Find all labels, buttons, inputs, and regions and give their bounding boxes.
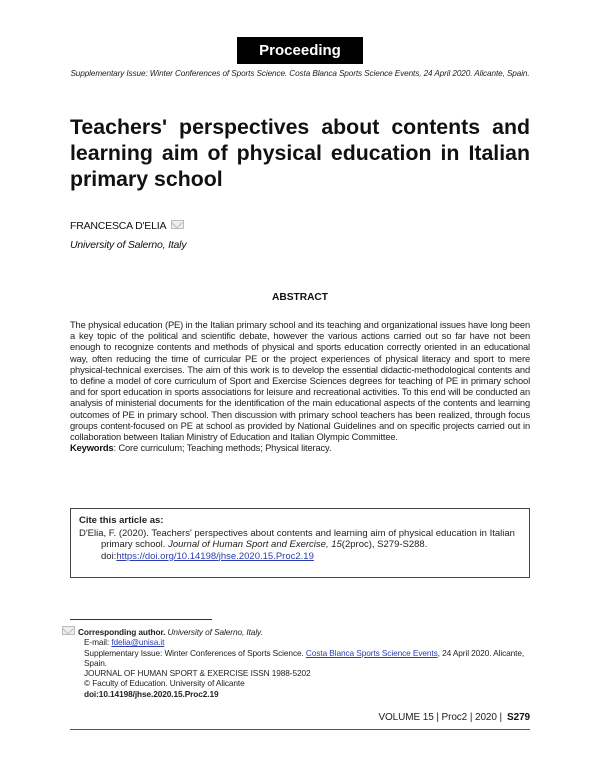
- cite-body: [79, 528, 521, 563]
- email-line: E-mail: fdelia@unisa.it: [84, 637, 165, 648]
- footer-rule: [70, 729, 530, 730]
- cite-text: D'Elia, F. (2020). Teachers' perspectives about contents and learning aim of physical education in Italian: [79, 527, 515, 539]
- keywords-text: : Core curriculum; Teaching methods; Physical literacy.: [113, 443, 332, 454]
- cite-doi: doi:https://doi.org/10.14198/jhse.2020.15.Proc2.19: [101, 550, 314, 562]
- corresponding-line: Corresponding author. University of Salerno, Italy.: [62, 626, 532, 637]
- cite-doi-link[interactable]: https://doi.org/10.14198/jhse.2020.15.Proc2.19: [116, 550, 314, 562]
- abstract-heading: ABSTRACT: [271, 292, 329, 303]
- footnote: [62, 626, 532, 699]
- title-line: primary school: [70, 167, 223, 191]
- copyright: © Faculty of Education. University of Alicante: [84, 678, 245, 689]
- supplementary-footnote: Supplementary Issue: Winter Conferences of Sports Science. Costa Blanca Sports Science Events, 24 April 2020. Alicante,: [84, 647, 525, 658]
- footnote-doi: doi:10.14198/jhse.2020.15.Proc2.19: [84, 688, 219, 699]
- cite-heading: Cite this article as:: [79, 515, 164, 526]
- cite-journal: Journal of Human Sport and Exercise, 15: [168, 539, 342, 550]
- email-icon[interactable]: [171, 220, 184, 229]
- footnote-rule: [70, 619, 212, 620]
- proceeding-badge: Proceeding: [237, 37, 363, 64]
- volume-info: VOLUME 15 | Proc2 | 2020 |: [378, 712, 503, 723]
- keywords-label: Keywords: [70, 443, 114, 454]
- cite-box: [70, 508, 530, 578]
- journal-issn: JOURNAL OF HUMAN SPORT & EXERCISE ISSN 1988-5202: [84, 668, 311, 679]
- supplementary-footnote-cont: Spain.: [84, 657, 107, 668]
- author-affiliation: University of Salerno, Italy: [70, 239, 187, 251]
- events-link[interactable]: Costa Blanca Sports Science Events: [305, 647, 438, 658]
- title-line: learning aim of physical education in Italian: [70, 141, 530, 165]
- page-number: S279: [507, 712, 530, 723]
- title-line: Teachers' perspectives about contents and: [70, 115, 530, 139]
- author-line: [70, 220, 184, 232]
- page-footer: [378, 712, 530, 723]
- abstract-body: [70, 320, 530, 454]
- article-title: [70, 114, 530, 192]
- cite-text-cont: primary school. Journal of Human Sport and Exercise, 15(2proc), S279-S288.: [101, 539, 428, 550]
- email-link[interactable]: fdelia@unisa.it: [111, 637, 165, 648]
- supplementary-issue-line: Supplementary Issue: Winter Conferences of Sports Science. Costa Blanca Sports Science Events, 24 April 2020. Alicante, Spain.: [70, 69, 530, 78]
- author-name: FRANCESCA D'ELIA: [70, 220, 166, 232]
- abstract-text: The physical education (PE) in the Italian primary school and its teaching and organizational issues have long been a key topic of the political and scientific debate, however the various actions carried out so far have not been enough to recognize contents and methods of physical and sports education correctly oriented in an educational way, often reducing the time of curricular PE or the project experiences of physical literacy and sport to mere physical-technical exercises. The aim of this work is to develop the essential didactic-methodological contents and to define a model of core curriculum of Sport and Exercise Sciences degrees for teaching of PE in primary school and for sport education in sports associations for leisure and recreational activities. To this end will be conducted an analysis of ministerial documents for the identification of the main educational aspects of the contents and learning outcomes of PE in primary school. Then discussion with primary school teachers has been realized, through focus groups content-focused on PE at school as provided by National Guidelines and on specific projects carried out in collaboration between Italian Ministry of Education and Italian Olympic Committee.: [70, 320, 530, 443]
- email-icon: [62, 626, 75, 635]
